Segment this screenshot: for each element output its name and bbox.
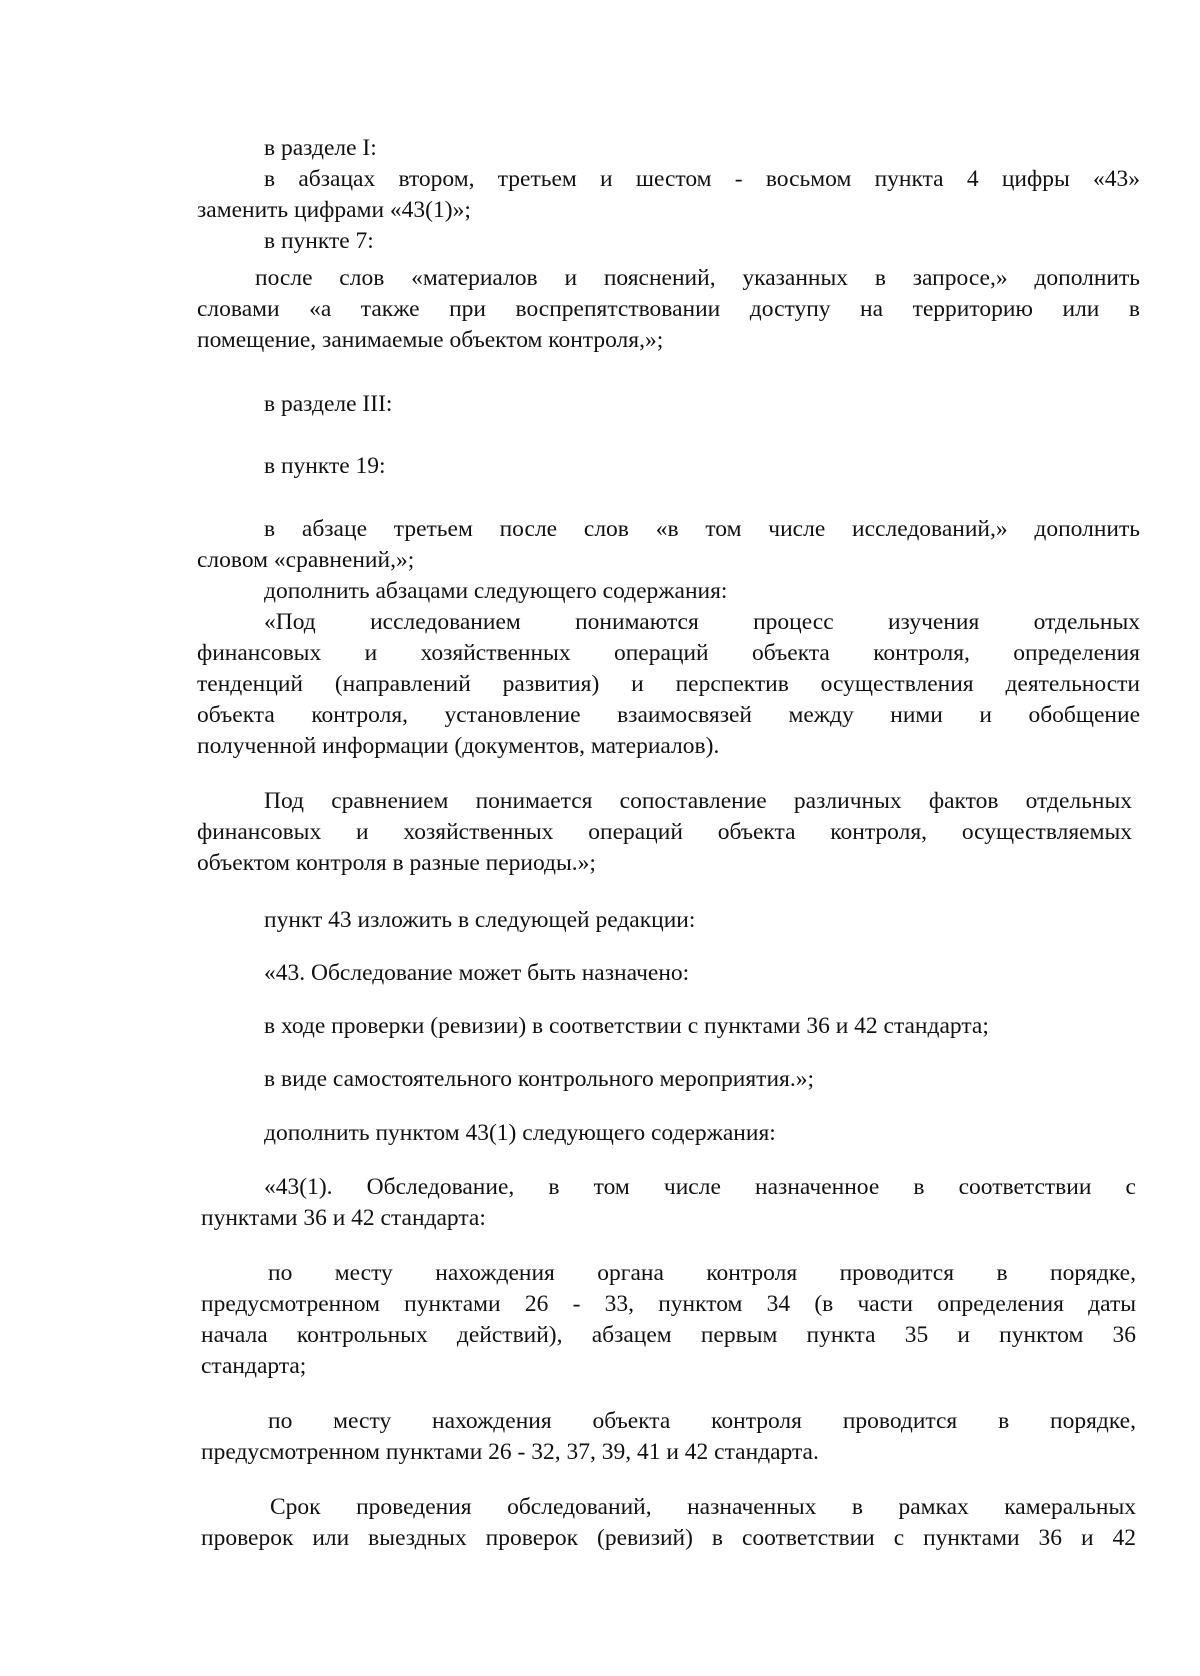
paragraph-line: финансовых и хозяйственных операций объекта контроля, определения xyxy=(197,640,1140,666)
paragraph-line: пункт 43 изложить в следующей редакции: xyxy=(264,907,696,933)
paragraph-line: «43. Обследование может быть назначено: xyxy=(264,960,690,986)
paragraph-line: в абзацах втором, третьем и шестом - восьмом пункта 4 цифры «43» xyxy=(264,166,1140,192)
paragraph-line: после слов «материалов и пояснений, указанных в запросе,» дополнить xyxy=(255,265,1140,291)
paragraph-line: в ходе проверки (ревизии) в соответствии с пунктами 36 и 42 стандарта; xyxy=(264,1013,989,1039)
paragraph-line: в абзаце третьем после слов «в том числе исследований,» дополнить xyxy=(264,516,1140,542)
paragraph-line: пунктами 36 и 42 стандарта: xyxy=(201,1205,486,1231)
paragraph-line: начала контрольных действий), абзацем первым пункта 35 и пунктом 36 xyxy=(201,1322,1136,1348)
paragraph-line: в разделе I: xyxy=(264,135,377,161)
paragraph-line: полученной информации (документов, материалов). xyxy=(197,733,720,759)
paragraph-line: тенденций (направлений развития) и перспектив осуществления деятельности xyxy=(197,671,1140,697)
paragraph-line: словами «а также при воспрепятствовании доступу на территорию или в xyxy=(197,296,1140,322)
paragraph-line: по месту нахождения объекта контроля проводится в порядке, xyxy=(268,1408,1136,1434)
paragraph-line: объекта контроля, установление взаимосвязей между ними и обобщение xyxy=(197,702,1140,728)
paragraph-line: дополнить пунктом 43(1) следующего содержания: xyxy=(264,1120,776,1146)
paragraph-line: по месту нахождения органа контроля проводится в порядке, xyxy=(268,1260,1136,1286)
paragraph-line: финансовых и хозяйственных операций объекта контроля, осуществляемых xyxy=(197,819,1132,845)
paragraph-line: «43(1). Обследование, в том числе назначенное в соответствии с xyxy=(264,1174,1136,1200)
paragraph-line: заменить цифрами «43(1)»; xyxy=(197,197,471,223)
paragraph-line: словом «сравнений,»; xyxy=(197,547,415,573)
paragraph-line: объектом контроля в разные периоды.»; xyxy=(197,850,596,876)
paragraph-line: в пункте 19: xyxy=(264,453,386,479)
paragraph-line: Под сравнением понимается сопоставление различных фактов отдельных xyxy=(264,788,1132,814)
paragraph-line: в виде самостоятельного контрольного мероприятия.»; xyxy=(264,1066,814,1092)
paragraph-line: проверок или выездных проверок (ревизий) в соответствии с пунктами 36 и 42 xyxy=(201,1525,1136,1551)
paragraph-line: помещение, занимаемые объектом контроля,»; xyxy=(197,327,664,353)
paragraph-line: в разделе III: xyxy=(264,391,393,417)
paragraph-line: Срок проведения обследований, назначенных в рамках камеральных xyxy=(270,1494,1136,1520)
paragraph-line: предусмотренном пунктами 26 - 33, пунктом 34 (в части определения даты xyxy=(201,1291,1136,1317)
paragraph-line: предусмотренном пунктами 26 - 32, 37, 39, 41 и 42 стандарта. xyxy=(201,1439,819,1465)
paragraph-line: дополнить абзацами следующего содержания: xyxy=(264,578,728,604)
paragraph-line: в пункте 7: xyxy=(264,228,374,254)
paragraph-line: стандарта; xyxy=(201,1353,307,1379)
paragraph-line: «Под исследованием понимаются процесс изучения отдельных xyxy=(264,609,1140,635)
